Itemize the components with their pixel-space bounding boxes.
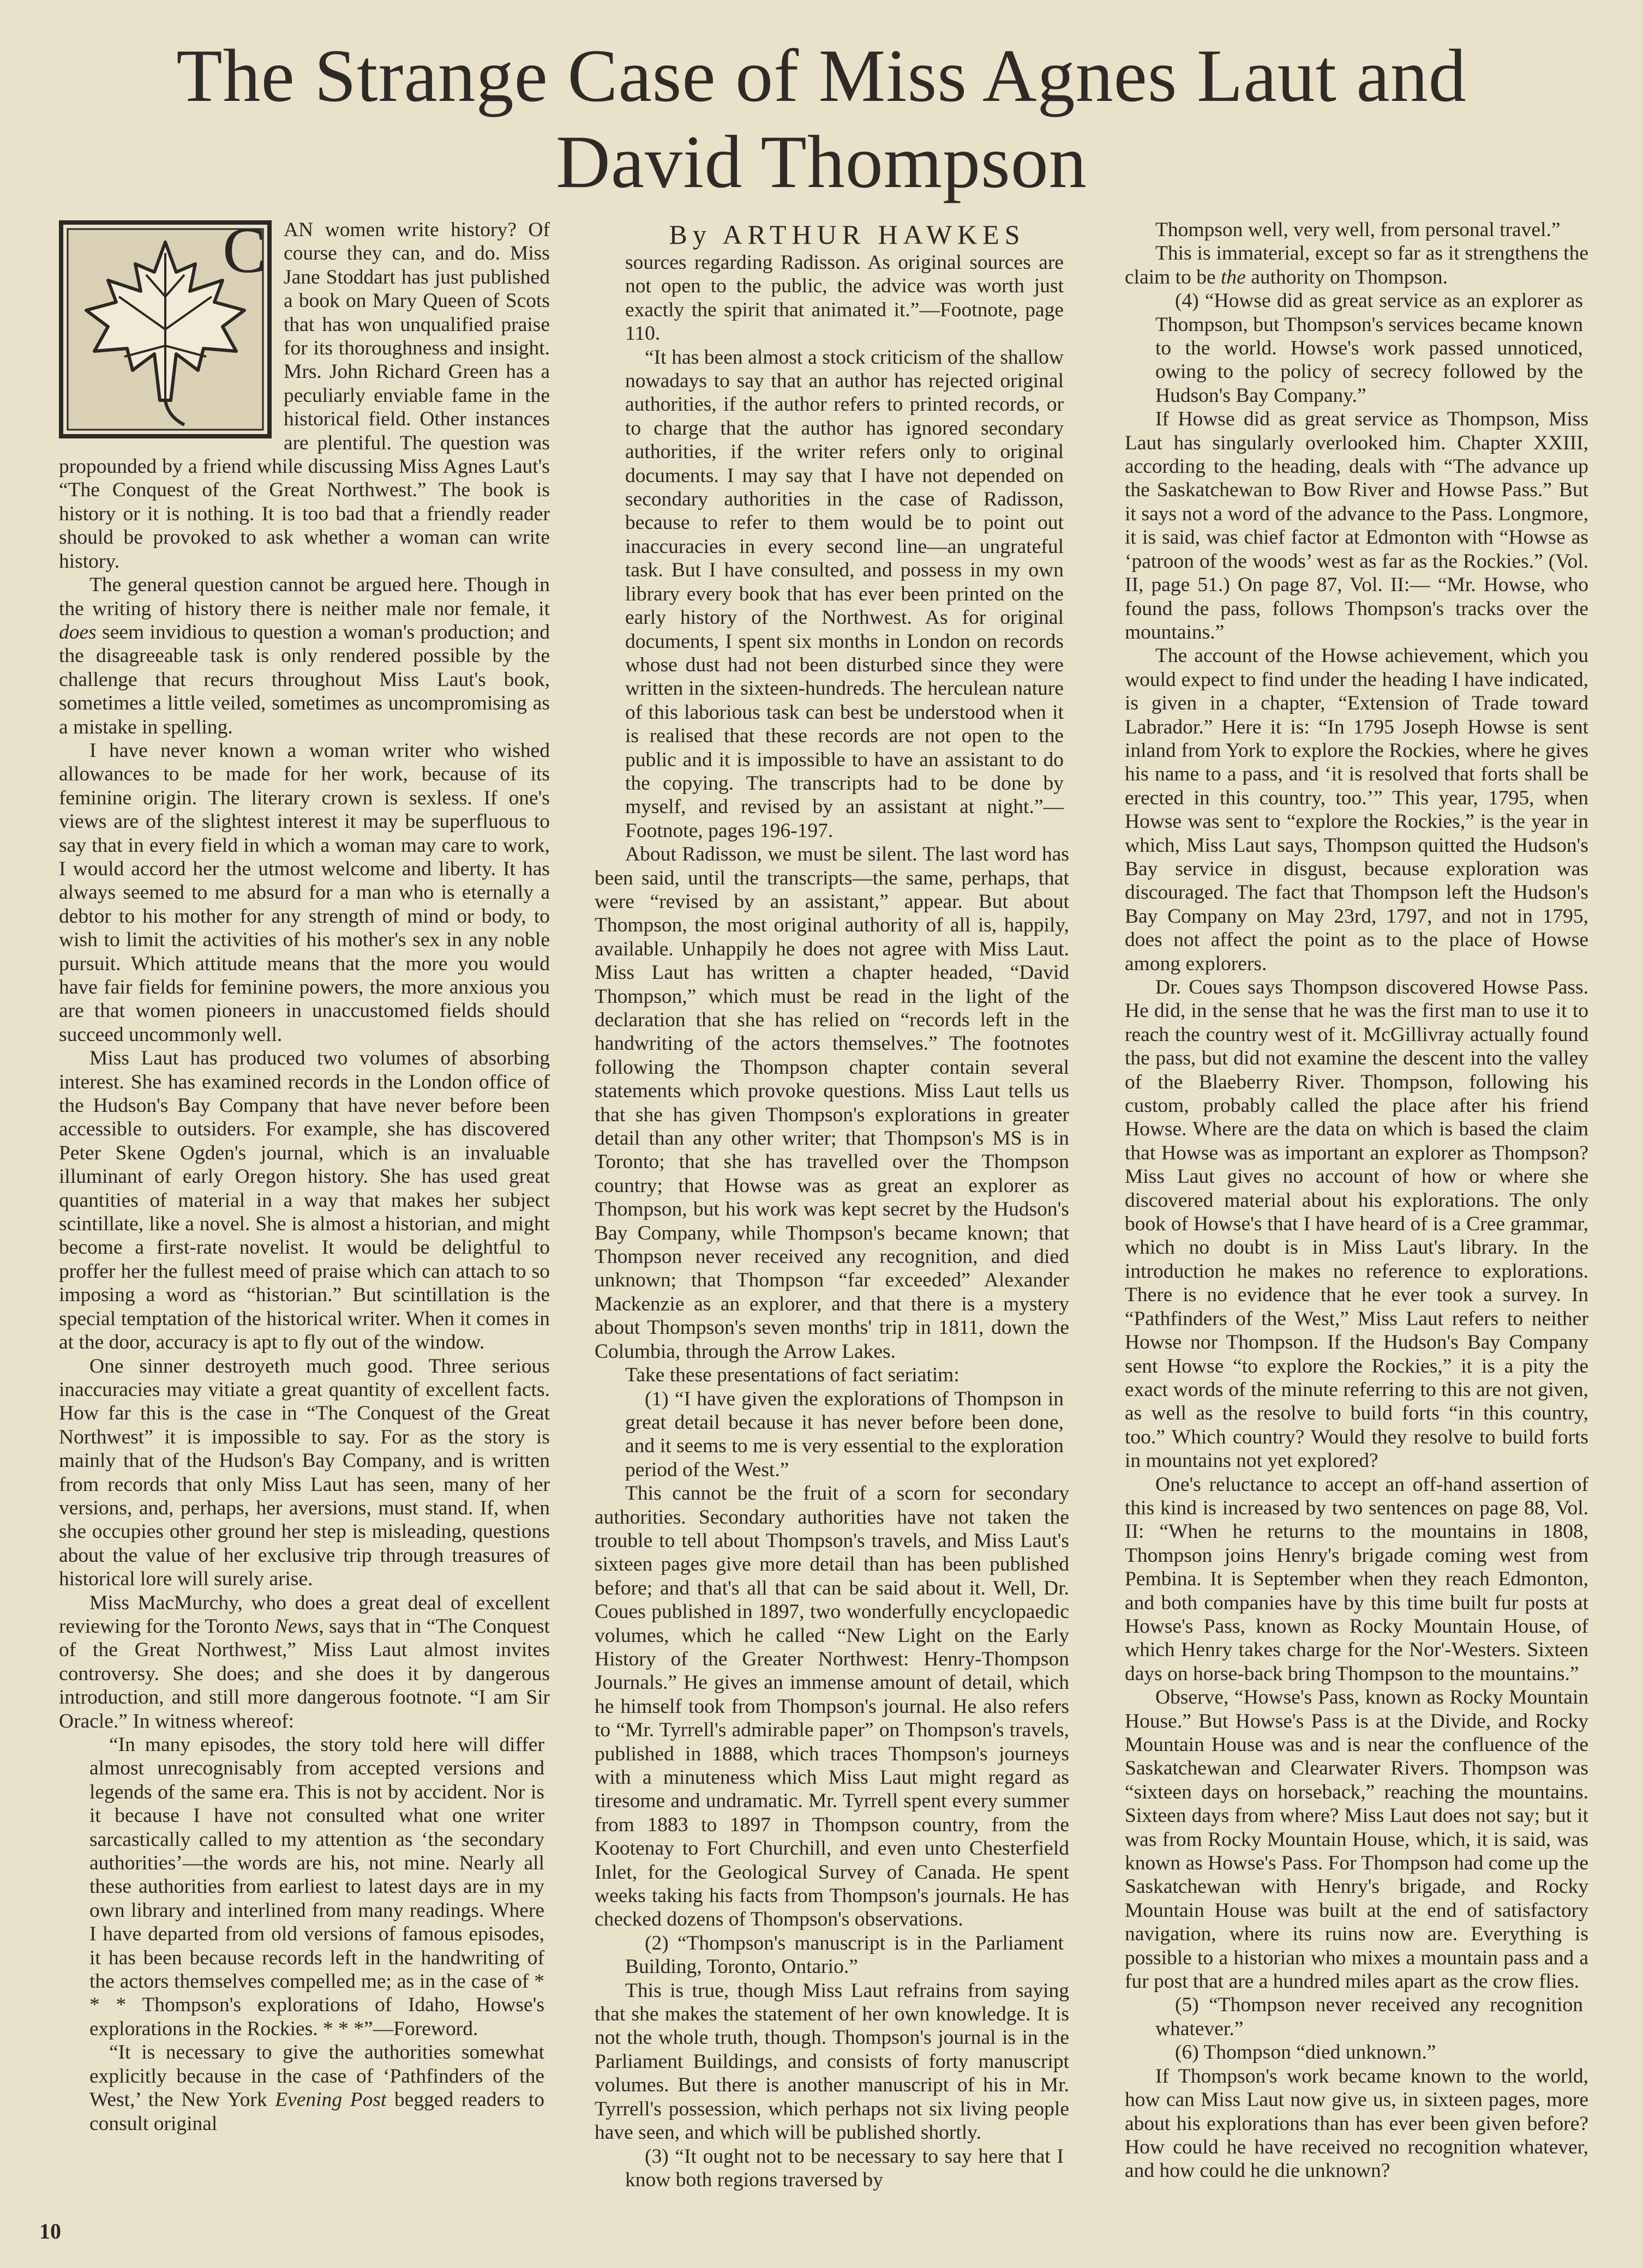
paragraph: Miss MacMurchy, who does a great deal of excellent reviewing for the Toronto News, says that in “The Conquest of the Great Northwest,” Miss Laut almost invites controversy. She does; and she does it by dangerous introduction, and still more dangerous footnote. “I am Sir Oracle.” In witness whereof: bbox=[59, 1591, 550, 1732]
paragraph: About Radisson, we must be silent. The last word has been said, until the transcripts—the same, perhaps, that were “revised by an assistant,” appear. But about Thompson, the most original authority of all is, happily, available. Unhappily he does not agree with Miss Laut. Miss Laut has written a chapter headed, “David Thompson,” which must be read in the light of the declaration that she has relied on “records left in the handwriting of the actors themselves.” The footnotes following the Thompson chapter contain several statements which provoke questions. Miss Laut tells us that she has given Thompson's explorations in greater detail than any other writer; that Thompson's MS is in Toronto; that she has travelled over the Thompson country; that Howse was as great an explorer as Thompson, but his work was kept secret by the Hudson's Bay Company, while Thompson's became known; that Thompson never received any recognition, and died unknown; that Thompson “far exceeded” Alexander Mackenzie as an explorer, and that there is a mystery about Thompson's seven months' trip in 1811, down the Columbia, through the Arrow Lakes. bbox=[595, 843, 1069, 1363]
numbered-quote: (5) “Thompson never received any recognition whatever.” bbox=[1155, 1994, 1583, 2040]
numbered-quote: (3) “It ought not to be necessary to say here that I know both regions traversed by bbox=[625, 2145, 1064, 2191]
paragraph: Observe, “Howse's Pass, known as Rocky Mountain House.” But Howse's Pass is at the Divide, and Rocky Mountain House was and is near the confluence of the Saskatchewan and Clearwater Rivers. Thompson was “sixteen days on horseback,” reaching the mountains. Sixteen days from where? Miss Laut does not say; but it was from Rocky Mountain House, which, it is said, was known as Howse's Pass. For Thompson had come up the Saskatchewan with Henry's brigade, and Rocky Mountain House was built at the end of satisfactory navigation, where its ruins now are. Everything is possible to a historian who mixes a mountain pass and a fur post that are a hundred miles apart as the crow flies. bbox=[1125, 1686, 1588, 1993]
page-number: 10 bbox=[39, 2219, 61, 2243]
paragraph: This is true, though Miss Laut refrains from saying that she makes the statement of her own knowledge. It is not the whole truth, though. Thompson's journal is in the Parliament Buildings, and consists of forty manuscript volumes. But there is another manuscript of his in Mr. Tyrrell's possession, which perhaps not six living people have seen, and which will be published shortly. bbox=[595, 1979, 1069, 2144]
maple-leaf-icon bbox=[59, 220, 272, 438]
block-quote: “It has been almost a stock criticism of the shallow nowadays to say that an author has rejected original authorities, if the author refers to printed records, or to charge that the author has ignored secondary authorities, if the writer refers only to original documents. I may say that I have not depended on secondary authorities in the case of Radisson, because to refer to them would be to point out inaccuracies in every second line—an ungrateful task. But I have consulted, and possess in my own library every book that has ever been printed on the early history of the Northwest. As for original documents, I spent six months in London on records whose dust had not been disturbed since they were written in the sixteen-hundreds. The herculean nature of this laborious task can best be understood when it is realised that these records are not open to the public and it is impossible to have an assistant to do the copying. The transcripts had to be done by myself, and revised by an assistant at night.”—Footnote, pages 196-197. bbox=[625, 346, 1064, 842]
block-quote: “It is necessary to give the authorities somewhat explicitly because in the case of ‘Pathfinders of the West,’ the New York Evening Post begged readers to consult original bbox=[89, 2041, 544, 2135]
block-quote: “In many episodes, the story told here will differ almost unrecognisably from accepted versions and legends of the same era. This is not by accident. Nor is it because I have not consulted what one writer sarcastically called to my attention as ‘the secondary authorities’—the words are his, not mine. Nearly all these authorities from earliest to latest days are in my own library and interlined from many readings. Where I have departed from old versions of famous episodes, it has been because records left in the handwriting of the actors themselves compelled me; as in the case of * * * Thompson's explorations of Idaho, Howse's explorations in the Rockies. * * *”—Foreword. bbox=[89, 1734, 544, 2040]
paragraph: If Howse did as great service as Thompson, Miss Laut has singularly overlooked him. Chapter XXIII, according to the heading, deals with “The advance up the Saskatchewan to Bow River and Howse Pass.” But it says not a word of the advance to the Pass. Longmore, it is said, was chief factor at Edmonton with “Howse as ‘patroon of the woods’ west as far as the Rockies.” (Vol. II, page 51.) On page 87, Vol. II:— “Mr. Howse, who found the pass, follows Thompson's tracks over the mountains.” bbox=[1125, 408, 1588, 643]
paragraph: Take these presentations of fact seriatim: bbox=[625, 1364, 960, 1387]
drop-cap-ornament bbox=[59, 220, 272, 438]
paragraph: The general question cannot be argued here. Though in the writing of history there is neither male nor female, it does seem invidious to question a woman's production; and the disagreeable task is only rendered possible by the challenge that recurs throughout Miss Laut's book, sometimes a little veiled, sometimes as uncompromising as a mistake in spelling. bbox=[59, 574, 550, 738]
paragraph: This cannot be the fruit of a scorn for secondary authorities. Secondary authorities have not taken the trouble to tell about Thompson's travels, and Miss Laut's sixteen pages give more detail than has been published before; and that's all that can be said about it. Well, Dr. Coues published in 1897, two wonderfully encyclopaedic volumes, which he called “New Light on the Early History of the Greater Northwest: Henry-Thompson Journals.” He gives an immense amount of detail, which he himself took from Thompson's journal. He also refers to “Mr. Tyrrell's admirable paper” on Thompson's travels, published in 1888, which traces Thompson's journeys with a minuteness which Miss Laut might regard as tiresome and undramatic. Mr. Tyrrell spent every summer from 1883 to 1897 in Thompson country, from the Kootenay to Fort Churchill, and even unto Chesterfield Inlet, for the Geological Survey of Canada. He spent weeks taking his facts from Thompson's journals. He has checked dozens of Thompson's observations. bbox=[595, 1482, 1069, 1931]
column-3 bbox=[1125, 218, 1588, 2183]
paragraph: Dr. Coues says Thompson discovered Howse Pass. He did, in the sense that he was the first man to use it to reach the country west of it. McGillivray actually found the pass, but did not examine the descent into the valley of the Blaeberry River. Thompson, following his custom, probably called the place after his friend Howse. Where are the data on which is based the claim that Howse was as important an explorer as Thompson? Miss Laut gives no account of how or where she discovered material about his explorations. The only book of Howse's that I have heard of is a Cree grammar, which no doubt is in Miss Laut's library. In the introduction he makes no reference to explorations. There is no evidence that he ever took a survey. In “Pathfinders of the West,” Miss Laut refers to neither Howse nor Thompson. If the Hudson's Bay Company sent Howse “to explore the Rockies,” it is a pity the exact words of the minute referring to this are not given, as well as the resolve to build forts “in this country, too.” Which country? Would they resolve to build forts in mountains not yet explored? bbox=[1125, 976, 1588, 1472]
paragraph: One's reluctance to accept an off-hand assertion of this kind is increased by two sentences on page 88, Vol. II: “When he returns to the mountains in 1808, Thompson joins Henry's brigade coming west from Pembina. It is September when they reach Edmonton, and both companies have by this time built fur posts at Howse's Pass, known as Rocky Mountain House, of which Henry takes charge for the Nor'-Westers. Sixteen days on horse-back bring Thompson to the mountains.” bbox=[1125, 1473, 1588, 1685]
numbered-quote: (2) “Thompson's manuscript is in the Parliament Building, Toronto, Ontario.” bbox=[625, 1932, 1064, 1978]
byline: By ARTHUR HAWKES bbox=[669, 219, 1026, 250]
paragraph: Miss Laut has produced two volumes of absorbing interest. She has examined records in the London office of the Hudson's Bay Company that have never before been accessible to outsiders. For example, she has discovered Peter Skene Ogden's journal, which is an invaluable illuminant of early Oregon history. She has used great quantities of material in a way that makes her subject scintillate, like a novel. She is almost a historian, and might become a first-rate novelist. It would be delightful to proffer her the fullest meed of praise which can attach to so imposing a word as “historian.” But scintillation is the special temptation of the historical writer. When it comes in at the door, accuracy is apt to fly out of the window. bbox=[59, 1047, 550, 1354]
paragraph: If Thompson's work became known to the world, how can Miss Laut now give us, in sixteen pages, more about his explorations than has ever been given before? How could he have received no recognition whatever, and how could he die unknown? bbox=[1125, 2065, 1588, 2182]
paragraph: The account of the Howse achievement, which you would expect to find under the heading I have indicated, is given in a chapter, “Extension of Trade toward Labrador.” Here it is: “In 1795 Joseph Howse is sent inland from York to explore the Rockies, where he gives his name to a pass, and ‘it is resolved that forts shall be erected in this country, too.’” This year, 1795, when Howse was sent to “explore the Rockies,” is the year in which, Miss Laut says, Thompson quitted the Hudson's Bay service in disgust, because exploration was discouraged. The fact that Thompson left the Hudson's Bay Company on May 23rd, 1797, and not in 1795, does not affect the point as to the place of Howse among explorers. bbox=[1125, 645, 1588, 975]
numbered-quote: Thompson well, very well, from personal travel.” bbox=[1155, 219, 1561, 241]
column-2 bbox=[595, 218, 1069, 2192]
paragraph: This is immaterial, except so far as it strengthens the claim to be the authority on Thompson. bbox=[1125, 242, 1588, 288]
title-line-1: The Strange Case of Miss Agnes Laut and bbox=[176, 34, 1467, 117]
numbered-quote: (6) Thompson “died unknown.” bbox=[1175, 2041, 1436, 2064]
column-1 bbox=[59, 218, 550, 2135]
paragraph: I have never known a woman writer who wished allowances to be made for her work, because of its feminine origin. The literary crown is sexless. If one's views are of the slightest interest it may be superfluous to say that in every field in which a woman may care to work, I would accord her the utmost welcome and liberty. It has always seemed to me absurd for a man who is eternally a debtor to his mother for any strength of mind or body, to wish to limit the activities of his mother's sex in any noble pursuit. Which attitude means that the more you would have fair fields for feminine powers, the more anxious you are that women pioneers in unaccustomed fields should succeed uncommonly well. bbox=[59, 739, 550, 1046]
article-title bbox=[44, 33, 1599, 205]
numbered-quote: (4) “Howse did as great service as an explorer as Thompson, but Thompson's services became known to the world. Howse's work passed unnoticed, owing to the policy of secrecy followed by the Hudson's Bay Company.” bbox=[1155, 290, 1583, 407]
block-quote: sources regarding Radisson. As original sources are not open to the public, the advice was worth just exactly the spirit that animated it.”—Footnote, page 110. bbox=[625, 251, 1064, 345]
paragraph: AN women write history? Of course they can, and do. Miss Jane Stoddart has just published a book on Mary Queen of Scots that has won unqualified praise for its thoroughness and insight. Mrs. John Richard Green has a peculiarly enviable fame in the historical field. Other instances are plentiful. The question was propounded by a friend while discussing Miss Agnes Laut's “The Conquest of the Great Northwest.” The book is history or it is nothing. It is too bad that a friendly reader should be provoked to ask whether a woman can write history. bbox=[59, 219, 550, 573]
drop-cap-letter: C bbox=[222, 220, 267, 286]
title-line-2: David Thompson bbox=[556, 120, 1087, 203]
numbered-quote: (1) “I have given the explorations of Thompson in great detail because it has never before been done, and it seems to me is very essential to the exploration period of the West.” bbox=[625, 1387, 1064, 1481]
paragraph: One sinner destroyeth much good. Three serious inaccuracies may vitiate a great quantity of excellent facts. How far this is the case in “The Conquest of the Great Northwest” it is impossible to say. For as the story is mainly that of the Hudson's Bay Company, and is written from records that only Miss Laut has seen, many of her versions, and, perhaps, her aversions, must stand. If, when she occupies other ground her step is misleading, questions about the value of her exclusive trip through treasures of historical lore will surely arise. bbox=[59, 1355, 550, 1591]
